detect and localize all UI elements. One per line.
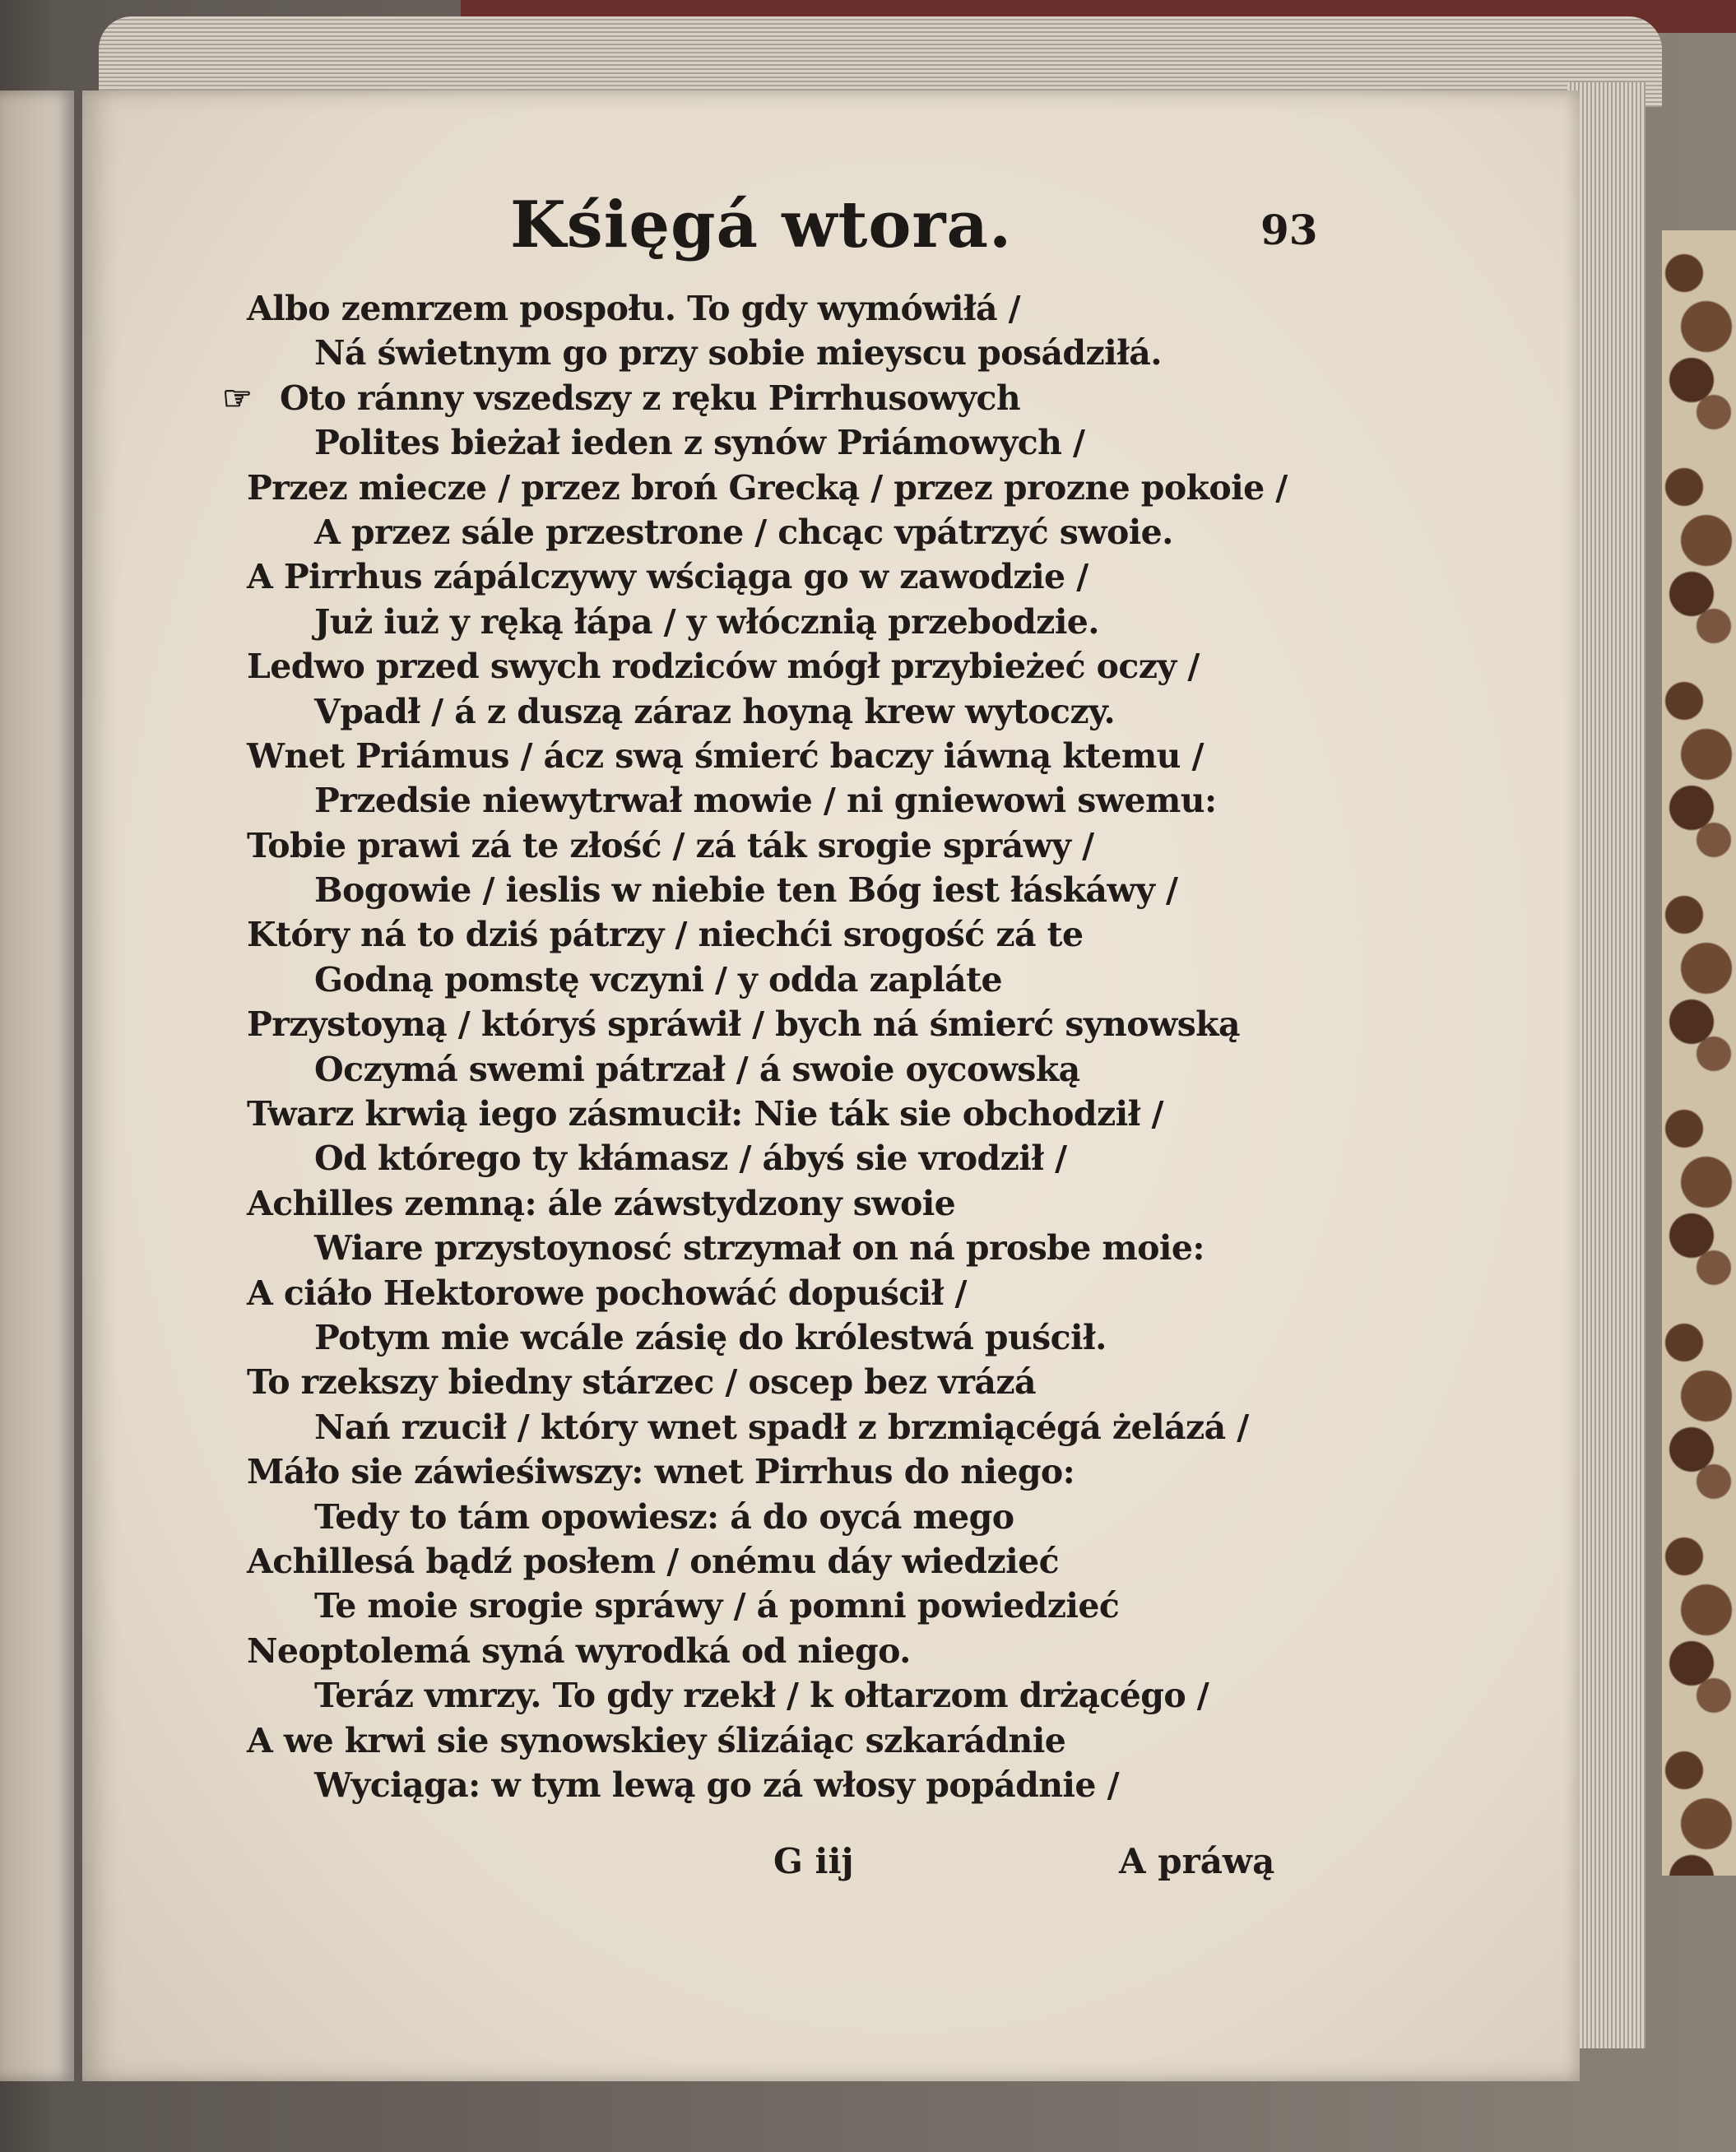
verse-text: Który ná to dziś pátrzy / niechći srogość zá te xyxy=(247,915,1084,955)
verse-line xyxy=(247,958,1267,1002)
verse-line xyxy=(247,823,1267,868)
verse-text: Tobie prawi zá te złość / zá ták srogie spráwy / xyxy=(247,825,1094,865)
verse-text: Achilles zemną: ále záwstydzony swoie xyxy=(247,1183,956,1223)
verse-text: Wyciąga: w tym lewą go zá włosy popádnie / xyxy=(314,1765,1119,1805)
verse-text: Albo zemrzem pospołu. To gdy wymówiłá / xyxy=(247,289,1021,328)
verse-text: Neoptolemá syná wyrodká od niego. xyxy=(247,1630,911,1671)
verse-text: Wnet Priámus / ácz swą śmierć baczy iáwną ktemu / xyxy=(247,735,1204,776)
verse-block xyxy=(222,286,1288,1807)
verse-line xyxy=(247,734,1267,778)
verse-text: Wiare przystoynosć strzymał on ná prosbe moie: xyxy=(314,1228,1205,1268)
verse-text: A we krwi sie synowskiey ślizáiąc szkarádnie xyxy=(247,1720,1066,1760)
verse-line xyxy=(247,1092,1267,1136)
verse-line xyxy=(247,689,1267,734)
catchword: A práwą xyxy=(1119,1841,1275,1881)
running-head: Kśięgá wtora. xyxy=(510,188,1013,262)
verse-line xyxy=(247,554,1267,599)
verse-line xyxy=(247,778,1267,823)
verse-line xyxy=(247,331,1267,375)
verse-line xyxy=(247,912,1267,957)
verse-line xyxy=(247,1226,1267,1270)
verse-text: Teráz vmrzy. To gdy rzekł / k ołtarzom drżącégo / xyxy=(314,1676,1209,1716)
verse-line xyxy=(222,376,1267,420)
verse-text: A Pirrhus zápálczywy wściąga go w zawodzie / xyxy=(247,557,1088,597)
verse-line xyxy=(247,510,1267,554)
verse-line xyxy=(247,1315,1267,1360)
verse-line xyxy=(247,600,1267,644)
verse-line xyxy=(247,1360,1267,1404)
verse-line xyxy=(247,420,1267,465)
verse-line xyxy=(247,1539,1267,1584)
verse-text: Nań rzucił / który wnet spadł z brzmiącégá żelázá / xyxy=(314,1407,1249,1447)
verse-line xyxy=(247,466,1288,510)
verse-text: A ciáło Hektorowe pochowáć dopuścił / xyxy=(247,1273,967,1313)
verse-line xyxy=(247,1405,1267,1449)
verse-text: Oczymá swemi pátrzał / á swoie oycowską xyxy=(314,1049,1080,1089)
verse-line xyxy=(247,1718,1267,1763)
verse-line xyxy=(247,644,1267,689)
verse-line xyxy=(247,1584,1267,1628)
verse-text: Ledwo przed swych rodziców mógł przybieżeć oczy / xyxy=(247,647,1200,687)
verse-text: Twarz krwią iego zásmucił: Nie ták sie obchodził / xyxy=(247,1094,1163,1134)
verse-line xyxy=(247,1002,1267,1046)
verse-line xyxy=(247,1673,1267,1718)
verse-line xyxy=(247,1763,1267,1807)
facing-page-edge xyxy=(0,90,74,2081)
verse-text: Vpadł / á z duszą záraz hoyną krew wytoczy. xyxy=(314,691,1116,731)
verse-line xyxy=(247,1449,1267,1494)
verse-text: Potym mie wcále zásię do królestwá puścił. xyxy=(314,1317,1107,1357)
verse-text: Te moie srogie spráwy / á pomni powiedzieć xyxy=(314,1586,1120,1626)
verse-line xyxy=(247,868,1267,912)
verse-text: Achillesá bądź posłem / onému dáy wiedzieć xyxy=(247,1541,1060,1581)
verse-text: Polites bieżał ieden z synów Priámowych / xyxy=(314,423,1085,463)
marbled-endpaper xyxy=(1662,230,1736,1876)
verse-line xyxy=(247,1047,1267,1092)
verse-text: Już iuż y ręką łápa / y włócznią przebodzie. xyxy=(314,601,1099,642)
verse-line xyxy=(247,1629,1267,1673)
page-number: 93 xyxy=(1260,206,1318,254)
verse-line xyxy=(247,1495,1267,1539)
verse-line xyxy=(247,1271,1267,1315)
verse-text: Przystoyną / któryś spráwił / bych ná śmierć synowską xyxy=(247,1004,1240,1045)
verse-text: Przedsie niewytrwał mowie / ni gniewowi swemu: xyxy=(314,781,1217,821)
verse-text: Bogowie / ieslis w niebie ten Bóg iest łáskáwy / xyxy=(314,870,1178,911)
verse-text: Godną pomstę vczyni / y odda zapláte xyxy=(314,959,1002,999)
verse-text: To rzekszy biedny stárzec / oscep bez vrázá xyxy=(247,1362,1036,1403)
verse-text: Przez miecze / przez broń Grecką / przez prozne pokoie / xyxy=(247,467,1288,508)
signature-mark: G iij xyxy=(773,1841,854,1881)
verse-text: Od którego ty kłámasz / ábyś sie vrodził / xyxy=(314,1139,1067,1179)
verse-text: Tedy to tám opowiesz: á do oycá mego xyxy=(314,1496,1014,1537)
verse-text: A przez sále przestrone / chcąc vpátrzyć swoie. xyxy=(314,512,1173,552)
pilcrow-hand-icon: ☞ xyxy=(222,378,253,418)
verse-line xyxy=(247,286,1267,331)
verse-text: Oto ránny vszedszy z ręku Pirrhusowych xyxy=(280,378,1021,418)
verse-text: Ná świetnym go przy sobie mieyscu posádziłá. xyxy=(314,333,1162,373)
verse-text: Máło sie záwieśiwszy: wnet Pirrhus do niego: xyxy=(247,1452,1075,1492)
verse-line xyxy=(247,1136,1267,1180)
verse-line xyxy=(247,1181,1267,1226)
